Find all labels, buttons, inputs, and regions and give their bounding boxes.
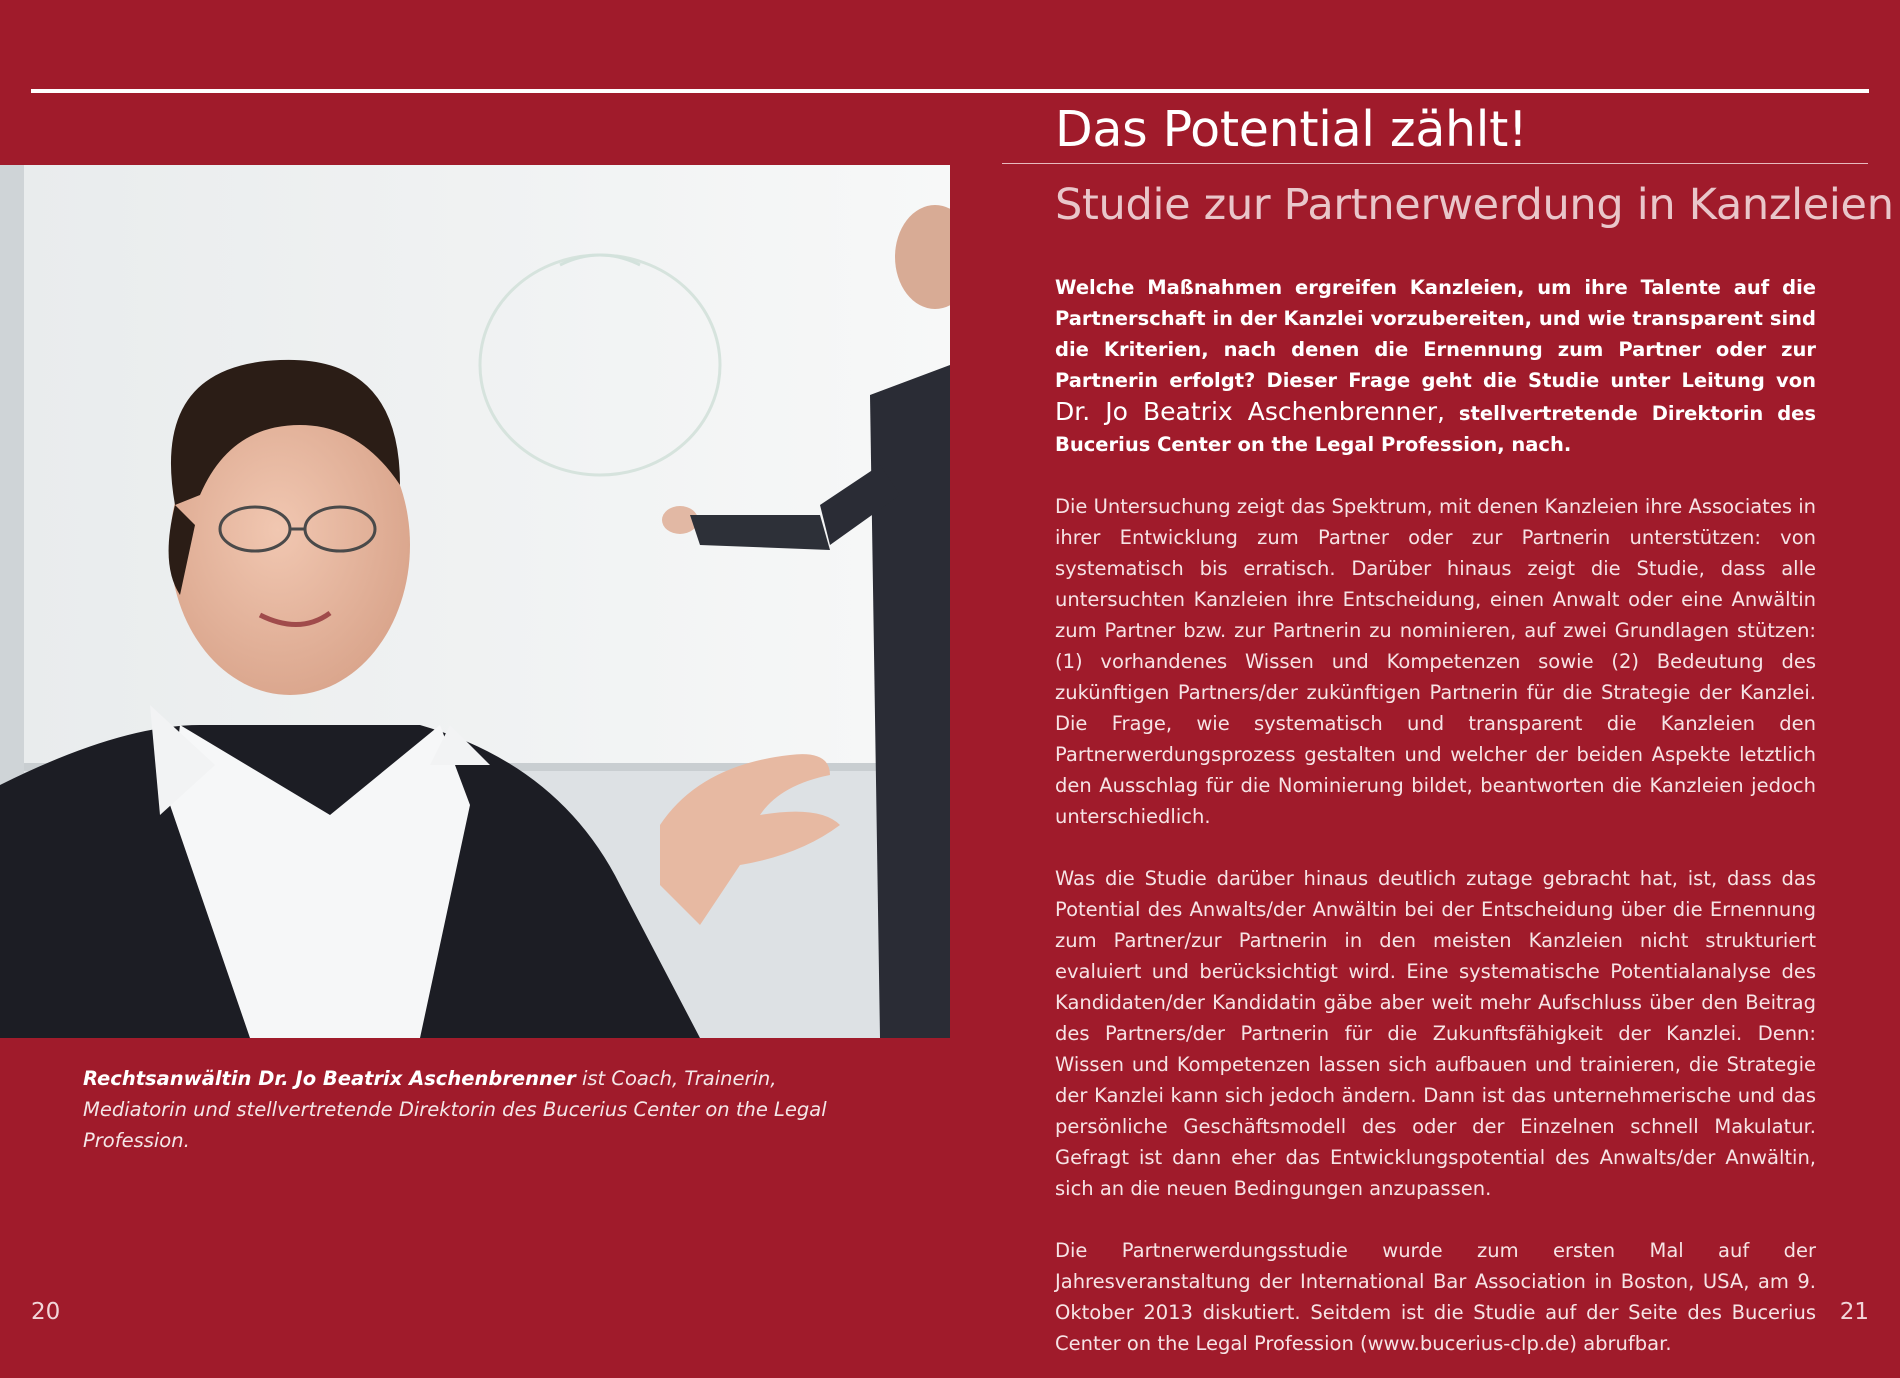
- page-subtitle: Studie zur Partnerwerdung in Kanzleien: [1055, 180, 1894, 230]
- lead-author-name: Dr. Jo Beatrix Aschenbrenner,: [1055, 397, 1445, 426]
- lead-paragraph: [1055, 272, 1816, 460]
- page-number-right: 21: [1839, 1299, 1869, 1325]
- photo-caption: [83, 1063, 873, 1156]
- title-rule: [1002, 163, 1868, 164]
- top-rule: [31, 89, 1869, 93]
- page-number-left: 20: [31, 1299, 61, 1325]
- caption-name: Rechtsanwältin Dr. Jo Beatrix Aschenbrenner: [83, 1067, 576, 1090]
- page-title: Das Potential zählt!: [1055, 101, 1528, 158]
- body-paragraph-2: Was die Studie darüber hinaus deutlich zutage gebracht hat, ist, dass das Potential des Anwalts/der Anwältin bei der Entscheidung über die Ernennung zum Partner/zur Partnerin in den meisten Kanzleien nicht strukturiert evaluiert und berücksichtigt wird. Eine systematische Potentialanalyse des Kandidaten/der Kandidatin gäbe aber weit mehr Aufschluss über den Beitrag des Partners/der Partnerin für die Zukunftsfähigkeit der Kanzlei. Denn: Wissen und Kompetenzen lassen sich aufbauen und trainieren, die Strategie der Kanzlei kann sich jedoch ändern. Dann ist das unternehmerische und das persönliche Geschäftsmodell des oder der Einzelnen schnell Makulatur. Gefragt ist dann eher das Entwicklungspotential des Anwalts/der Anwältin, sich an die neuen Bedingungen anzupassen.: [1055, 867, 1816, 1200]
- portrait-photo: [0, 165, 950, 1038]
- caption-description: ist Coach, Trainerin, Mediatorin und stellvertretende Direktorin des Bucerius Center on the Legal Profession.: [83, 1067, 827, 1152]
- lead-text-before: Welche Maßnahmen ergreifen Kanzleien, um ihre Talente auf die Partnerschaft in der Kanzlei vorzubereiten, und wie transparent sind die Kriterien, nach denen die Ernennung zum Partner oder zur Partnerin erfolgt? Dieser Frage geht die Studie unter Leitung von: [1055, 276, 1816, 392]
- body-paragraph-1: Die Untersuchung zeigt das Spektrum, mit denen Kanzleien ihre Associates in ihrer Entwicklung zum Partner oder zur Partnerin unterstützen: von systematisch bis erratisch. Darüber hinaus zeigt die Studie, dass alle untersuchten Kanzleien ihre Entscheidung, einen Anwalt oder eine Anwältin zum Partner bzw. zur Partnerin zu nominieren, auf zwei Grundlagen stützen: (1) vorhandenes Wissen und Kompetenzen sowie (2) Bedeutung des zukünftigen Partners/der zukünftigen Partnerin für die Strategie der Kanzlei. Die Frage, wie systematisch und transparent die Kanzleien den Partnerwerdungsprozess gestalten und welcher der beiden Aspekte letztlich den Ausschlag für die Nominierung bildet, beantworten die Kanzleien jedoch unterschiedlich.: [1055, 495, 1816, 828]
- lead-text-after: stellvertretende Direktorin des Bucerius Center on the Legal Profession, nach.: [1055, 402, 1816, 456]
- article-body: [1055, 272, 1816, 1359]
- body-paragraph-3: Die Partnerwerdungsstudie wurde zum ersten Mal auf der Jahresveranstaltung der International Bar Association in Boston, USA, am 9. Oktober 2013 diskutiert. Seitdem ist die Studie auf der Seite des Bucerius Center on the Legal Profession (www.bucerius-clp.de) abrufbar.: [1055, 1239, 1816, 1355]
